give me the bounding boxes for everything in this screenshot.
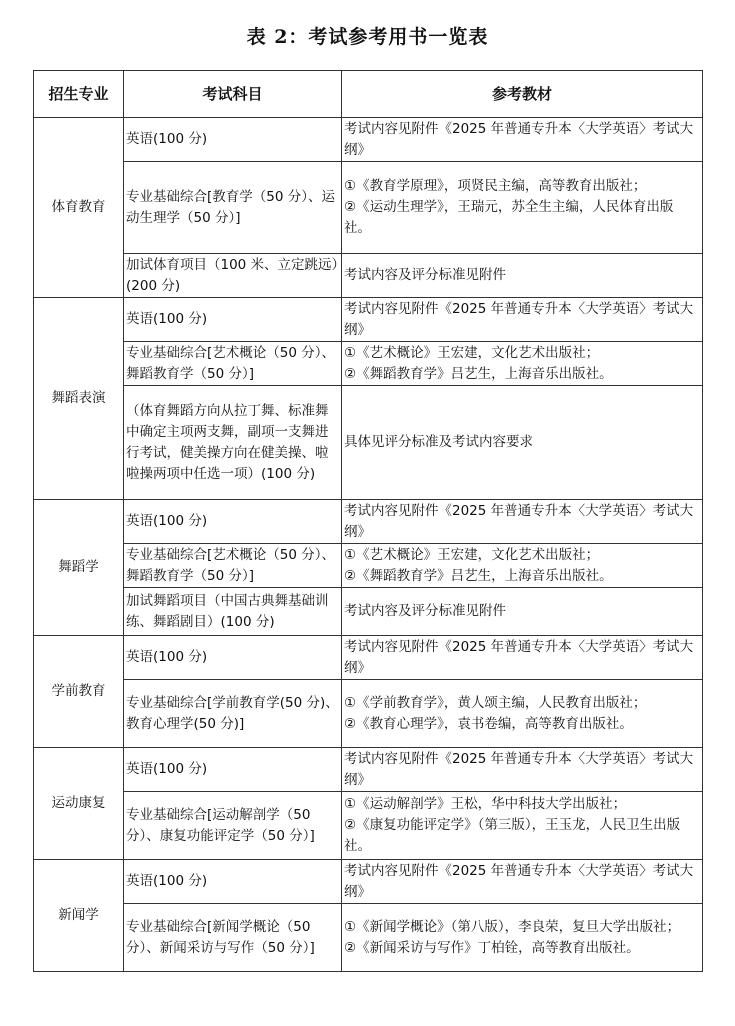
major-cell: 体育教育 [34, 118, 124, 298]
subject-cell [124, 904, 342, 972]
table-row [34, 748, 703, 792]
subject-cell [124, 118, 342, 162]
major-cell: 新闻学 [34, 860, 124, 972]
book-cell [342, 588, 703, 636]
subject-cell [124, 386, 342, 500]
subject-line: 专业基础综合[新闻学概论（50 分）、新闻采访与写作（50 分）] [126, 918, 315, 956]
book-line: ①《艺术概论》王宏建，文化艺术出版社； [344, 344, 600, 361]
book-line: ①《教育学原理》，项贤民主编，高等教育出版社； [344, 178, 647, 194]
book-line: ②《康复功能评定学》（第三版），王玉龙，人民卫生出版社。 [344, 817, 681, 854]
book-line: 考试内容见附件《2025 年普通专升本〈大学英语〉考试大纲》 [344, 638, 694, 676]
header-book: 参考教材 [342, 71, 703, 118]
book-cell [342, 386, 703, 500]
table-row [34, 588, 703, 636]
table-body [34, 118, 703, 972]
header-subject: 考试科目 [124, 71, 342, 118]
book-line: ②《舞蹈教育学》吕艺生，上海音乐出版社。 [344, 567, 613, 584]
book-line: ②《运动生理学》，王瑞元，苏全生主编，人民体育出版社。 [344, 199, 674, 236]
subject-line: 加试体育项目（100 米、立定跳远）(200 分) [126, 256, 339, 294]
book-cell [342, 792, 703, 860]
book-line: 具体见评分标准及考试内容要求 [344, 434, 533, 450]
page-title: 表 2：考试参考用书一览表 [246, 26, 489, 48]
table-row [34, 636, 703, 680]
subject-line: （体育舞蹈方向从拉丁舞、标准舞中确定主项两支舞，副项一支舞进行考试，健美操方向在健美操、啦啦操两项中任选一项）(100 分) [126, 402, 329, 482]
major-cell: 运动康复 [34, 748, 124, 860]
reference-books-table [33, 70, 703, 972]
subject-line: 加试舞蹈项目（中国古典舞基础训练、舞蹈剧目）(100 分) [126, 592, 329, 630]
book-cell [342, 254, 703, 298]
book-line: ①《学前教育学》，黄人颂主编，人民教育出版社； [344, 694, 647, 711]
subject-cell [124, 680, 342, 748]
book-cell [342, 118, 703, 162]
book-cell [342, 500, 703, 544]
book-cell [342, 904, 703, 972]
table-row [34, 904, 703, 972]
subject-line: 专业基础综合[运动解剖学（50 分）、康复功能评定学（50 分）] [126, 806, 315, 844]
subject-line: 专业基础综合[艺术概论（50 分）、舞蹈教育学（50 分）] [126, 546, 335, 584]
book-cell [342, 680, 703, 748]
subject-cell [124, 636, 342, 680]
subject-cell [124, 544, 342, 588]
book-line: ②《教育心理学》，袁书卷编，高等教育出版社。 [344, 715, 633, 732]
subject-line: 英语(100 分) [126, 131, 208, 147]
subject-line: 英语(100 分) [126, 649, 208, 665]
subject-cell [124, 748, 342, 792]
book-cell [342, 860, 703, 904]
subject-cell [124, 254, 342, 298]
subject-cell [124, 860, 342, 904]
table-row [34, 118, 703, 162]
table-row [34, 792, 703, 860]
subject-line: 专业基础综合[艺术概论（50 分）、舞蹈教育学（50 分）] [126, 344, 335, 382]
subject-cell [124, 500, 342, 544]
book-cell [342, 298, 703, 342]
subject-line: 英语(100 分) [126, 311, 208, 327]
book-cell [342, 636, 703, 680]
book-line: 考试内容见附件《2025 年普通专升本〈大学英语〉考试大纲》 [344, 502, 694, 540]
subject-line: 专业基础综合[教育学（50 分）、运动生理学（50 分）] [126, 188, 335, 226]
major-cell: 学前教育 [34, 636, 124, 748]
book-line: 考试内容及评分标准见附件 [344, 267, 506, 283]
subject-cell [124, 298, 342, 342]
book-line: 考试内容见附件《2025 年普通专升本〈大学英语〉考试大纲》 [344, 300, 694, 338]
subject-line: 英语(100 分) [126, 761, 208, 777]
book-cell [342, 342, 703, 386]
book-line: ①《艺术概论》王宏建，文化艺术出版社； [344, 546, 600, 563]
table-row [34, 544, 703, 588]
table-row [34, 680, 703, 748]
book-line: ①《运动解剖学》王松，华中科技大学出版社； [344, 796, 627, 812]
book-line: ①《新闻学概论》（第八版），李良荣，复旦大学出版社； [344, 918, 681, 935]
subject-line: 专业基础综合[学前教育学(50 分)、教育心理学(50 分)] [126, 694, 339, 732]
book-line: 考试内容见附件《2025 年普通专升本〈大学英语〉考试大纲》 [344, 120, 694, 158]
table-row [34, 860, 703, 904]
subject-cell [124, 162, 342, 254]
subject-line: 英语(100 分) [126, 873, 208, 889]
book-line: 考试内容见附件《2025 年普通专升本〈大学英语〉考试大纲》 [344, 750, 694, 788]
table-header-row [34, 71, 703, 118]
book-cell [342, 162, 703, 254]
major-cell: 舞蹈学 [34, 500, 124, 636]
subject-line: 英语(100 分) [126, 513, 208, 529]
table-row [34, 298, 703, 342]
table-row [34, 342, 703, 386]
subject-cell [124, 792, 342, 860]
book-cell [342, 748, 703, 792]
book-line: ②《新闻采访与写作》丁柏铨，高等教育出版社。 [344, 939, 640, 956]
table-row [34, 386, 703, 500]
header-major: 招生专业 [34, 71, 124, 118]
subject-cell [124, 342, 342, 386]
table-row [34, 500, 703, 544]
book-line: ②《舞蹈教育学》吕艺生，上海音乐出版社。 [344, 365, 613, 382]
book-line: 考试内容见附件《2025 年普通专升本〈大学英语〉考试大纲》 [344, 862, 694, 900]
book-line: 考试内容及评分标准见附件 [344, 603, 506, 619]
subject-cell [124, 588, 342, 636]
table-row [34, 162, 703, 254]
major-cell: 舞蹈表演 [34, 298, 124, 500]
book-cell [342, 544, 703, 588]
table-row [34, 254, 703, 298]
